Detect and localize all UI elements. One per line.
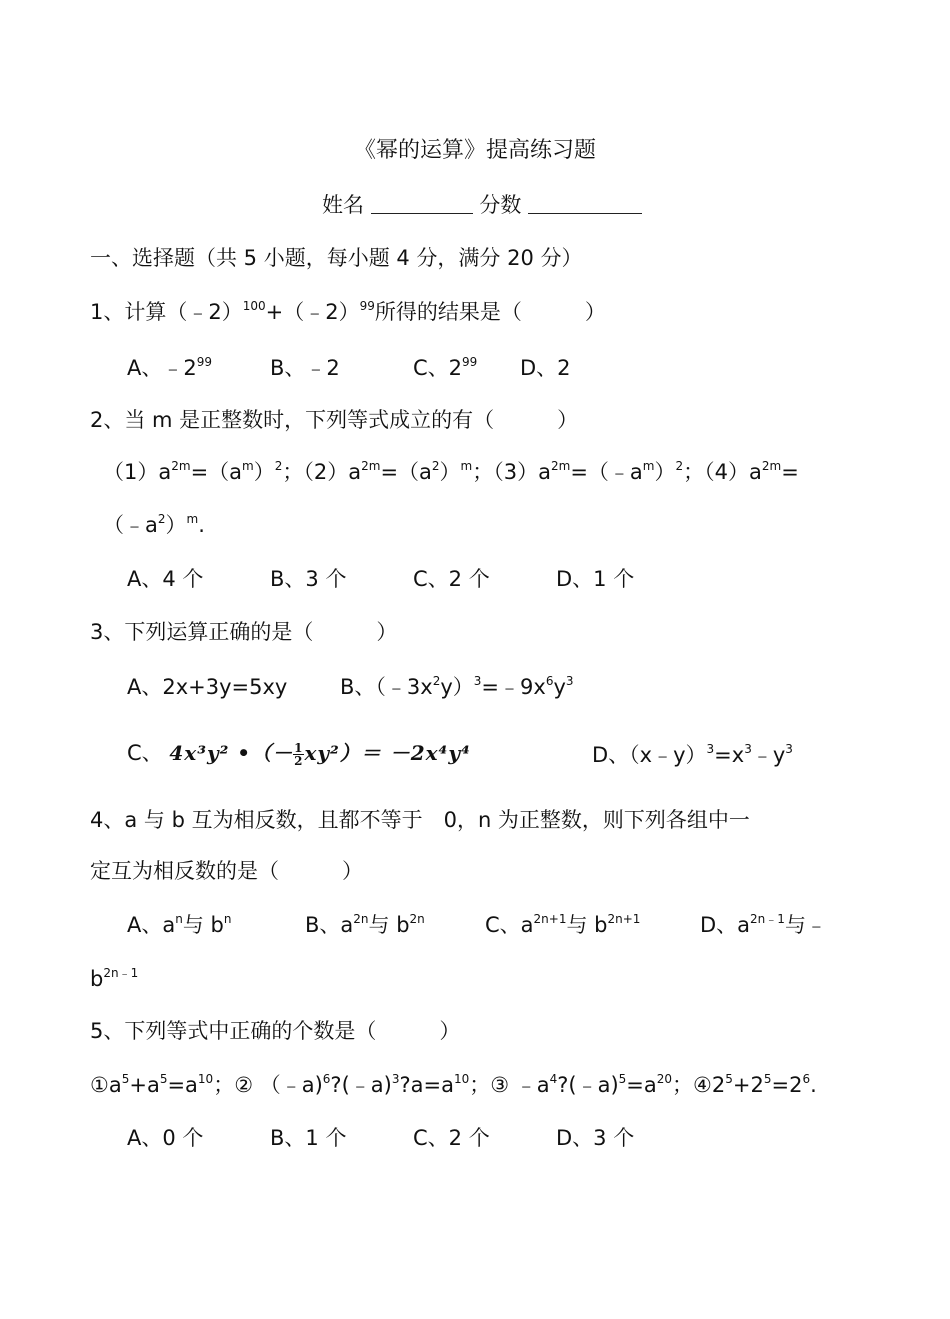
q2-equations-line2: $(﹣a^2)^m$. (103, 512, 205, 537)
q2-option-d[interactable]: D、1 个 (556, 567, 635, 591)
q3-option-d[interactable]: D、$(x﹣y)^3=x^3﹣y^3$ (592, 742, 793, 767)
q1-text: 1、计算（﹣2） (90, 300, 243, 324)
q1-option-a[interactable]: A、$﹣2^{99}$ (127, 355, 213, 380)
q1-option-b[interactable]: B、﹣2 (270, 356, 340, 380)
q1-text: +（﹣2） (265, 300, 360, 324)
score-field[interactable] (528, 193, 642, 214)
q3-option-a[interactable]: A、2x+3y=5xy (127, 675, 288, 699)
q3-option-c-label: C、 (127, 741, 163, 765)
page-title: 《幂的运算》提高练习题 (353, 138, 596, 163)
q4-option-b[interactable]: B、$a^{2n}$与 $b^{2n}$ (305, 912, 425, 937)
q5-option-c[interactable]: C、2 个 (413, 1126, 490, 1150)
q1-exponent: 100 (242, 299, 266, 313)
q1-option-d[interactable]: D、2 (520, 356, 571, 380)
q5-statements: $①a^5+a^5=a^{10}$；② $(﹣a)^6?(﹣a)^3?a=a^{10}$；③ $﹣a^4?(﹣a)^5=a^{20}$；$④2^5+2^5=2^6$. (90, 1072, 817, 1097)
q2-option-b[interactable]: B、3 个 (270, 567, 347, 591)
question-2-stem: 2、当 m 是正整数时，下列等式成立的有（ ） (90, 408, 579, 432)
question-4-stem-line1: 4、a 与 b 互为相反数，且都不等于 0，n 为正整数，则下列各组中一 (90, 808, 750, 832)
q2-equations-line1: $(1)a^{2m}=(a^m)^2$；$(2)a^{2m}=(a^2)^m$；$(3)a^{2m}=(﹣a^m)^2$；$(4)a^{2m}=$ (103, 459, 799, 484)
q1-exponent: 99 (359, 299, 375, 313)
q4-option-d-continued: $b^{2n﹣1}$ (90, 966, 139, 991)
question-4-stem-line2: 定互为相反数的是（ ） (90, 859, 363, 883)
name-label: 姓名 (322, 193, 364, 217)
q1-option-c[interactable]: C、$2^{99}$ (413, 355, 478, 380)
q5-option-d[interactable]: D、3 个 (556, 1126, 635, 1150)
question-5-stem: 5、下列等式中正确的个数是（ ） (90, 1019, 461, 1043)
q3-option-b[interactable]: B、$(﹣3x^2y)^3=﹣9x^6y^3$ (340, 674, 574, 699)
q5-option-a[interactable]: A、0 个 (127, 1126, 204, 1150)
name-field[interactable] (371, 193, 473, 214)
score-label: 分数 (479, 193, 522, 217)
name-score-line (322, 191, 642, 219)
q4-option-a[interactable]: A、$a^n$与 $b^n$ (127, 912, 232, 937)
q1-text: 所得的结果是（ ） (374, 300, 606, 324)
section-heading: 一、选择题（共 5 小题，每小题 4 分，满分 20 分） (90, 246, 583, 270)
q3-option-c[interactable] (127, 739, 471, 767)
question-3-stem: 3、下列运算正确的是（ ） (90, 620, 398, 644)
q4-option-d[interactable]: D、$a^{2n﹣1}$与﹣ (700, 912, 827, 937)
q4-option-c[interactable]: C、$a^{2n+1}$与 $b^{2n+1}$ (485, 912, 641, 937)
q5-option-b[interactable]: B、1 个 (270, 1126, 347, 1150)
question-1-stem (90, 298, 606, 329)
q3-option-c-formula: 4x³y² •（－ $\frac{1}{2}$ xy²）＝ －2x⁴y⁴ (169, 741, 471, 768)
q2-option-c[interactable]: C、2 个 (413, 567, 490, 591)
q2-option-a[interactable]: A、4 个 (127, 567, 204, 591)
